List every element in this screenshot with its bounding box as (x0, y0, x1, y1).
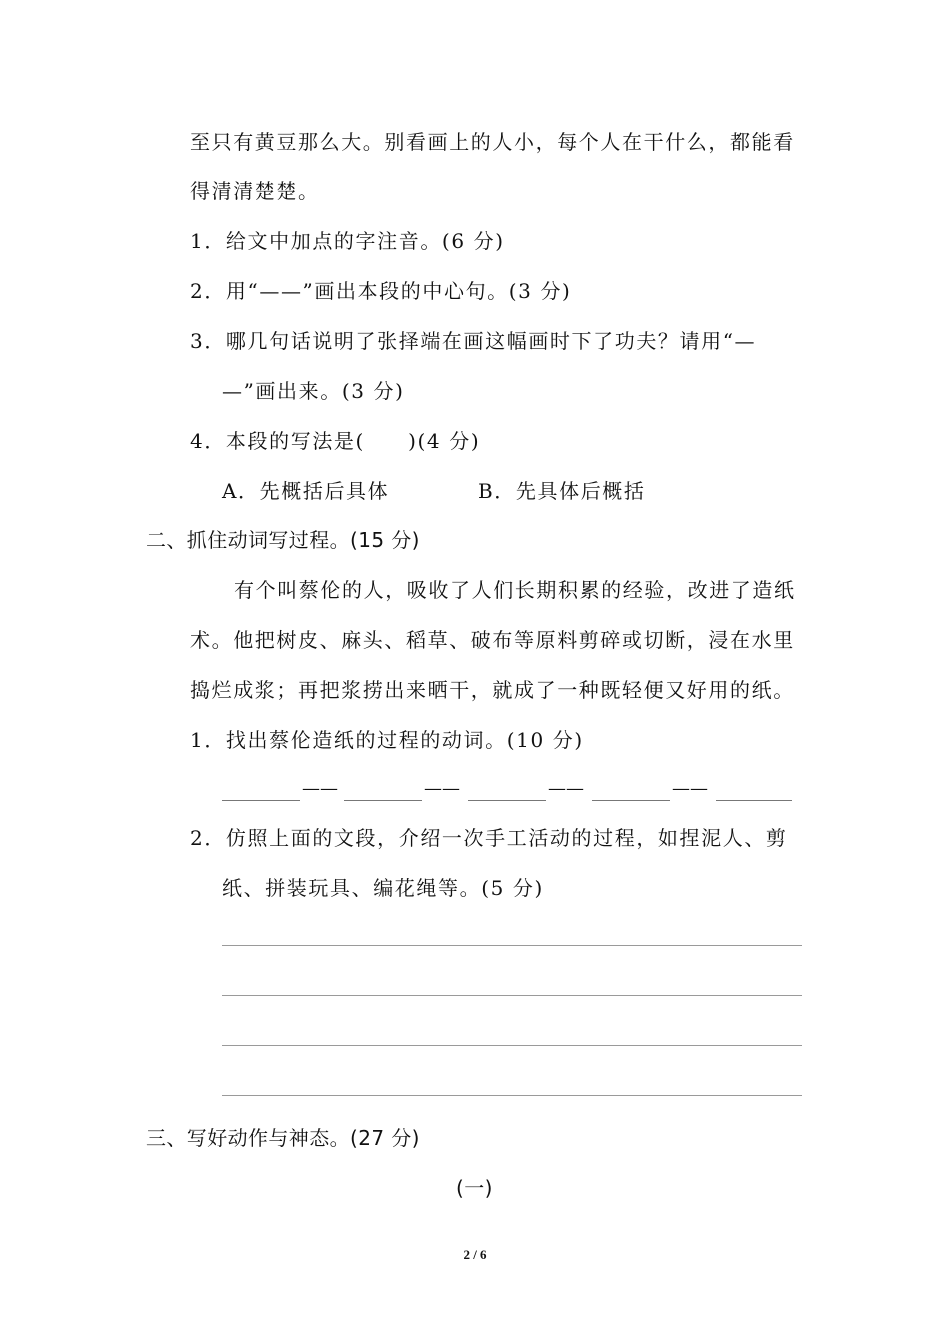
section-2-question-2-line-2: 纸、拼装玩具、编花绳等。(5 分) (222, 876, 544, 900)
arrow-3: —— (548, 778, 584, 799)
arrow-2: —— (424, 778, 460, 799)
verb-blank-3[interactable] (468, 778, 546, 801)
answer-line-3[interactable] (222, 1045, 802, 1046)
section-2-passage-line-1: 有个叫蔡伦的人，吸收了人们长期积累的经验，改进了造纸 (234, 578, 796, 602)
verb-blank-5[interactable] (716, 778, 792, 801)
section-2-passage-line-2: 术。他把树皮、麻头、稻草、破布等原料剪碎或切断，浸在水里 (190, 628, 795, 652)
answer-line-2[interactable] (222, 995, 802, 996)
verb-blank-2[interactable] (344, 778, 422, 801)
verb-blank-4[interactable] (592, 778, 670, 801)
question-4-option-b: B．先具体后概括 (478, 479, 646, 503)
passage-line-2: 得清清楚楚。 (190, 179, 320, 203)
section-2-question-2-line-1: 2．仿照上面的文段，介绍一次手工活动的过程，如捏泥人、剪 (190, 826, 788, 850)
question-2: 2．用“——”画出本段的中心句。(3 分) (190, 279, 572, 303)
verb-answer-row (222, 778, 802, 802)
section-3-subheading: (一) (456, 1176, 493, 1200)
section-2-heading: 二、抓住动词写过程。(15 分) (146, 528, 420, 552)
question-1: 1．给文中加点的字注音。(6 分) (190, 229, 505, 253)
page-number: 2 / 6 (463, 1247, 487, 1262)
question-4-option-a: A．先概括后具体 (222, 479, 390, 503)
section-2-passage-line-3: 捣烂成浆；再把浆捞出来晒干，就成了一种既轻便又好用的纸。 (190, 678, 795, 702)
question-4: 4．本段的写法是( )(4 分) (190, 429, 481, 453)
passage-line-1: 至只有黄豆那么大。别看画上的人小，每个人在干什么，都能看 (190, 130, 795, 154)
arrow-4: —— (672, 778, 708, 799)
answer-line-4[interactable] (222, 1095, 802, 1096)
verb-blank-1[interactable] (222, 778, 300, 801)
question-3-line-1: 3．哪几句话说明了张择端在画这幅画时下了功夫？请用“— (190, 329, 757, 353)
arrow-1: —— (302, 778, 338, 799)
section-3-heading: 三、写好动作与神态。(27 分) (146, 1126, 420, 1150)
question-3-line-2: —”画出来。(3 分) (222, 379, 405, 403)
answer-line-1[interactable] (222, 945, 802, 946)
section-2-question-1: 1．找出蔡伦造纸的过程的动词。(10 分) (190, 728, 584, 752)
